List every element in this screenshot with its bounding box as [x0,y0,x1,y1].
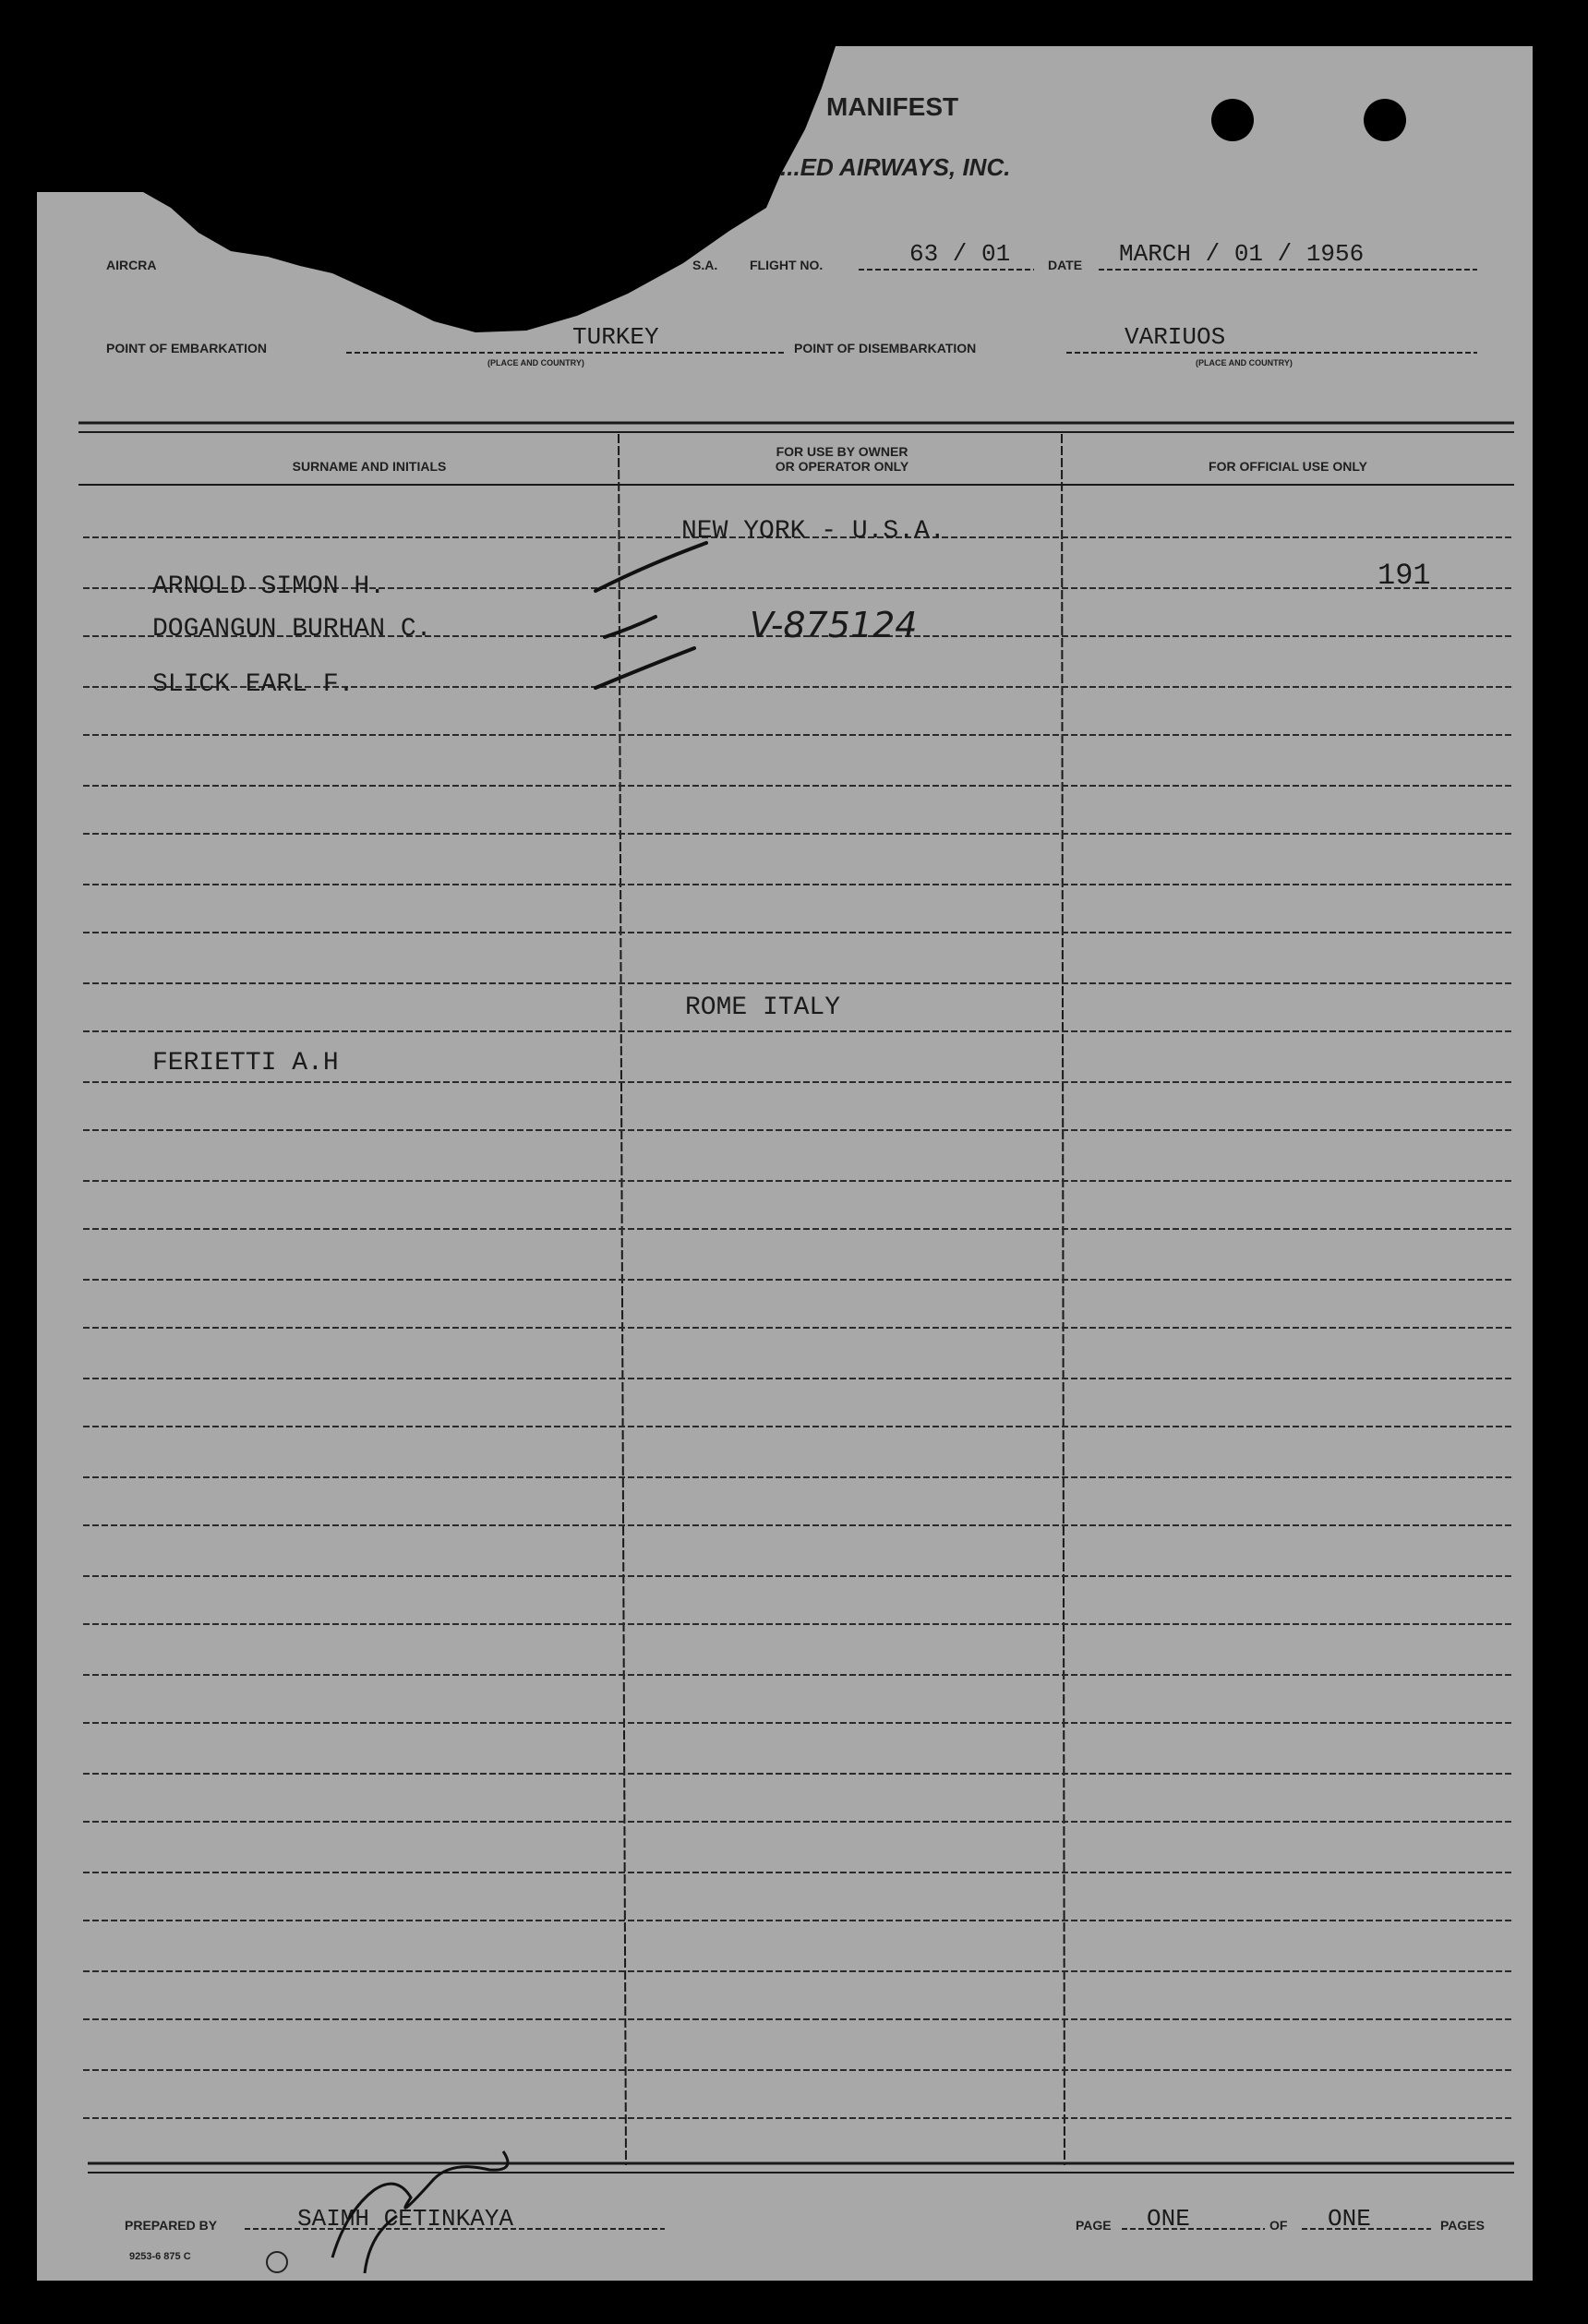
column-header-owner-line-2: OR OPERATOR ONLY [775,459,909,474]
column-header-surname: SURNAME AND INITIALS [292,459,447,474]
company-name-line-2: ...ED AIRWAYS, INC. [780,153,1011,181]
official-number: 191 [1377,559,1431,593]
page-label: PAGE [1076,2218,1112,2233]
embarkation-value: TURKEY [572,323,659,351]
destination-new-york: NEW YORK - U.S.A. [681,517,945,546]
prepared-by-label: PREPARED BY [125,2218,218,2233]
prepared-by-value: SAIMH CETINKAYA [297,2205,514,2233]
flight-no-value: 63 / 01 [909,240,1011,268]
disembarkation-label: POINT OF DISEMBARKATION [794,341,977,355]
binder-hole-left [1211,99,1254,141]
passenger-slick: SLICK EARL F. [152,670,355,699]
paper-sheet [37,46,1533,2281]
passenger-arnold: ARNOLD SIMON H. [152,572,386,601]
flight-no-label: FLIGHT NO. [750,258,824,272]
date-value: MARCH / 01 / 1956 [1119,240,1365,268]
date-label: DATE [1048,258,1083,272]
destination-rome: ROME ITALY [685,993,841,1022]
disembarkation-caption: (PLACE AND COUNTRY) [1196,358,1293,367]
column-header-owner-line-1: FOR USE BY OWNER [776,444,908,459]
disembarkation-value: VARIUOS [1125,323,1226,351]
of-value: ONE [1328,2205,1371,2233]
company-name-line-1: MANIFEST [826,92,959,121]
pages-label: PAGES [1440,2218,1485,2233]
registry-fragment: S.A. [692,258,718,272]
embarkation-label: POINT OF EMBARKATION [106,341,267,355]
column-header-official: FOR OFFICIAL USE ONLY [1209,459,1367,474]
embarkation-caption: (PLACE AND COUNTRY) [487,358,584,367]
form-number: 9253-6 875 C [129,2251,191,2262]
aircraft-label: AIRCRA [106,258,157,272]
of-label: OF [1269,2218,1288,2233]
binder-hole-right [1364,99,1406,141]
passenger-dogangun: DOGANGUN BURHAN C. [152,615,432,644]
passenger-ferietti: FERIETTI A.H [152,1049,339,1078]
handwritten-visa-number: V-875124 [750,605,918,645]
page-value: ONE [1147,2205,1190,2233]
